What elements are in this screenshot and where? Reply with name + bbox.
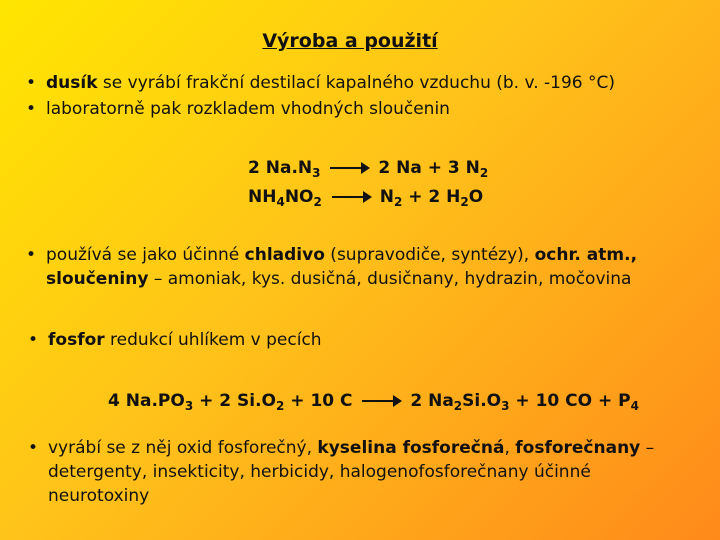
bullet-text <box>28 436 688 508</box>
eq-sub: 2 <box>313 195 322 209</box>
bullet-dot: • <box>26 245 37 265</box>
text-run: – amoniak, kys. dusičná, dusičnany, hydrazin, močovina <box>148 269 632 289</box>
term-phosphoric-acid: kyselina fosforečná <box>317 438 505 458</box>
eq-sub: 3 <box>184 399 194 413</box>
eq-sub: 2 <box>460 195 469 209</box>
term-phosphates: fosforečnany <box>515 438 641 458</box>
bullet-dot: • <box>28 438 39 458</box>
reaction-arrow-icon <box>362 400 400 402</box>
term-coolant: chladivo <box>244 245 325 265</box>
bullet-text-rest: se vyrábí frakční destilací kapalného vzduchu (b. v. -196 °C) <box>97 73 616 93</box>
eq-sub: 2 <box>276 399 285 413</box>
bullet-lab-preparation <box>26 97 706 121</box>
eq-text: + 2 H <box>402 187 461 207</box>
equation-ammonium-nitrite <box>248 184 483 210</box>
text-run: redukcí uhlíkem v pecích <box>104 330 322 350</box>
eq-text: NH <box>248 187 277 207</box>
eq-sub: 2 <box>453 399 463 413</box>
eq-sub: 4 <box>276 195 285 209</box>
term-phosphorus: fosfor <box>48 330 105 350</box>
eq-text: + 2 Si.O <box>193 391 276 411</box>
eq-text: + 10 C <box>284 391 353 411</box>
eq-sub: 2 <box>479 166 489 180</box>
bullet-phosphorus-compounds <box>28 436 688 508</box>
term-protective-atmosphere: ochr. atm., <box>534 245 638 265</box>
bullet-nitrogen-production <box>26 71 706 95</box>
text-run: (supravodiče, syntézy), <box>324 245 535 265</box>
eq-sub: 2 <box>393 195 403 209</box>
text-run: vyrábí se z něj oxid fosforečný, <box>48 438 318 458</box>
term-compounds: sloučeniny <box>46 269 149 289</box>
eq-text: 2 Na.N <box>248 158 313 178</box>
bullet-phosphorus-production <box>28 328 708 352</box>
reaction-arrow-icon <box>330 167 368 169</box>
bullet-text <box>26 71 706 95</box>
eq-text: Si.O <box>462 391 502 411</box>
bullet-text <box>28 328 708 352</box>
eq-text: O <box>468 187 484 207</box>
eq-text: 4 Na.PO <box>108 391 185 411</box>
text-run: používá se jako účinné <box>46 245 245 265</box>
bullet-dot: • <box>26 73 37 93</box>
eq-text: 2 Na + 3 N <box>378 158 480 178</box>
eq-text: NO <box>284 187 314 207</box>
bullet-text: laboratorně pak rozkladem vhodných sloučenin <box>46 99 450 119</box>
eq-text: N <box>379 187 394 207</box>
reaction-arrow-icon <box>332 196 370 198</box>
text-run: , <box>504 438 516 458</box>
eq-sub: 3 <box>312 166 321 180</box>
eq-text: 2 Na <box>410 391 454 411</box>
bullet-dot: • <box>28 330 39 350</box>
slide-title: Výroba a použití <box>262 30 438 52</box>
bullet-nitrogen-uses <box>26 243 706 291</box>
equation-phosphorus-reduction <box>108 388 639 414</box>
bullet-text <box>26 243 706 291</box>
text-run: – detergenty, insekticity, herbicidy, halogenofosforečnany účinné neurotoxiny <box>48 438 655 506</box>
eq-sub: 3 <box>501 399 510 413</box>
equation-sodium-azide <box>248 155 488 181</box>
bullet-dot: • <box>26 99 37 119</box>
eq-sub: 4 <box>630 399 639 413</box>
eq-text: + 10 CO + P <box>509 391 631 411</box>
term-nitrogen: dusík <box>46 73 98 93</box>
